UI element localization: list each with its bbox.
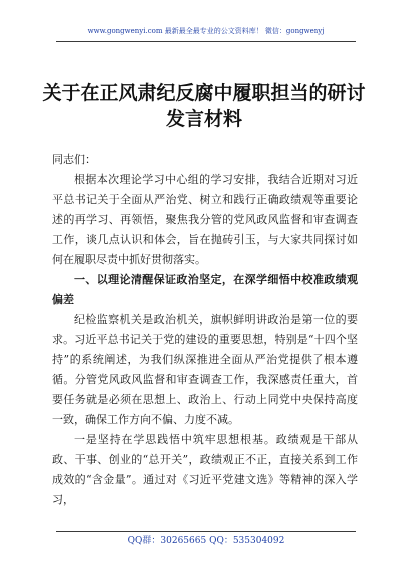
document-title: 关于在正风肃纪反腐中履职担当的研讨发言材料 [42, 82, 366, 130]
intro-paragraph: 根据本次理论学习中心组的学习安排，我结合近期对习近平总书记关于全面从严治党、树立和践行正确政绩观等重要论述的再学习、再领悟，聚焦我分管的党风政风监督和审查调查工作，谈几点认识和体会，旨在抛砖引玉，与大家共同探讨如何在履职尽责中抓好贯彻落实。 [52, 173, 358, 266]
footer-divider [56, 531, 356, 532]
page-footer-contact: QQ群：30265665 QQ：535304092 [127, 536, 285, 546]
section-heading: 一、以理论清醒保证政治坚定，在深学细悟中校准政绩观偏差 [52, 273, 358, 306]
header-divider [56, 41, 356, 42]
greeting: 同志们： [52, 153, 96, 166]
page-header-banner: www.gongwenyi.com 最新最全最专业的公文资料库！ 微信：gongwenyj [87, 27, 325, 35]
body-paragraph: 纪检监察机关是政治机关，旗帜鲜明讲政治是第一位的要求。习近平总书记关于党的建设的重要思想，特别是“十四个坚持”的系统阐述，为我们纵深推进全面从严治党提供了根本遵循。分管党风政风监督和审查调查工作，我深感责任重大，首要任务就是必须在思想上、政治上、行动上同党中央保持高度一致，确保工作方向不偏、力度不减。 [52, 313, 358, 426]
body-paragraph: 一是坚持在学思践悟中筑牢思想根基。政绩观是干部从政、干事、创业的“总开关”，政绩观正不正，直接关系到工作成效的“含金量”。通过对《习近平党建文选》等精神的深入学习， [52, 433, 358, 506]
document-body [52, 150, 358, 510]
